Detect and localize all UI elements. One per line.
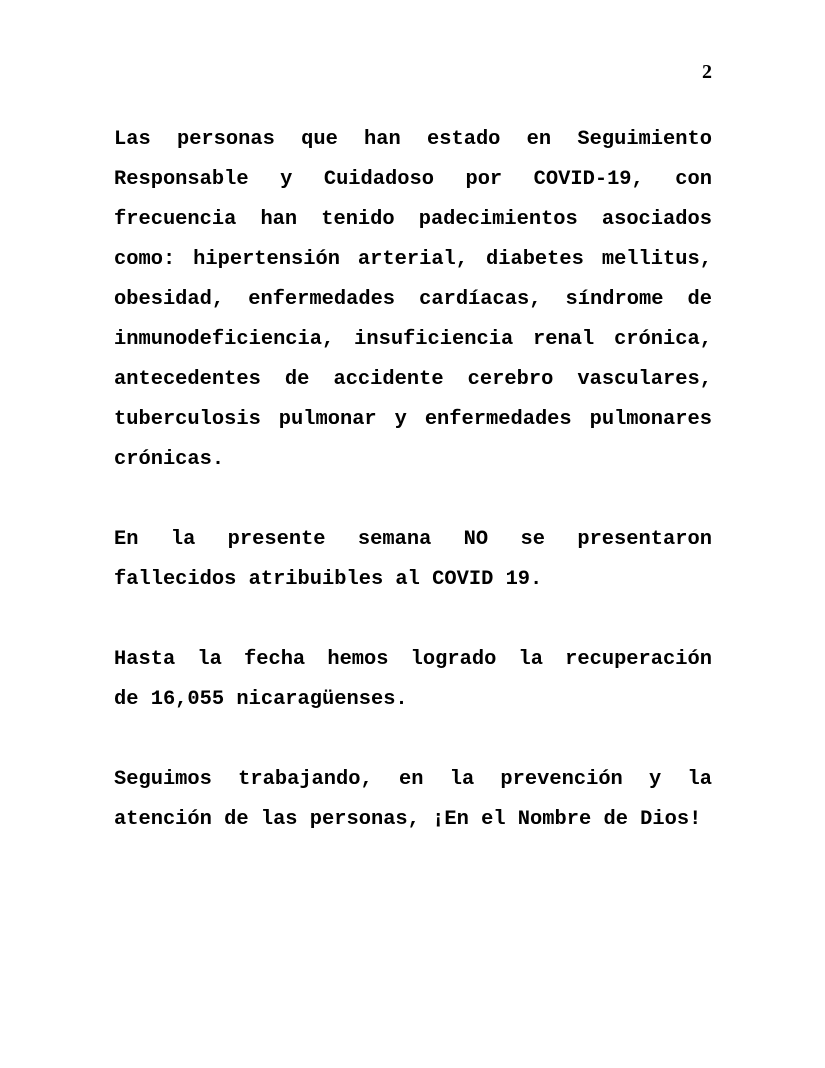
word: tuberculosis [114,408,261,431]
word: fecha [243,648,306,671]
paragraph-antecedentes [114,120,712,480]
word: la [197,648,222,671]
word: de [284,368,310,391]
word: COVID-19, [533,168,644,191]
word: pulmonares [589,408,712,431]
word: la [687,768,712,791]
word: prevención [500,768,623,791]
paragraph-fallecidos [114,520,712,600]
paragraph-line: crónicas. [114,448,225,471]
word: presente [227,528,326,551]
paragraph-line [114,520,712,560]
word: la [170,528,196,551]
word: crónica, [614,328,712,351]
word: arterial, [357,248,469,271]
word: tenido [321,208,395,231]
word: accidente [333,368,444,391]
word: Las [114,128,151,151]
paragraph-cierre [114,760,712,840]
word: inmunodeficiencia, [114,328,335,351]
paragraph-line [114,160,712,200]
word: logrado [410,648,497,671]
word: padecimientos [418,208,578,231]
word: enfermedades [424,408,572,431]
word: han [364,128,401,151]
paragraph-line [114,200,712,240]
word: obesidad, [114,288,225,311]
paragraph-line [114,640,712,680]
paragraph-line [114,400,712,440]
word: por [465,168,503,191]
word: mellitus, [601,248,712,271]
document-body [114,120,712,840]
word: la [518,648,543,671]
word: se [520,528,545,551]
word: Hasta [114,648,176,671]
word: estado [427,128,501,151]
paragraph-line: atención de las personas, ¡En el Nombre de Dios! [114,808,702,831]
word: con [675,168,712,191]
paragraph-recuperados [114,640,712,720]
word: hemos [327,648,389,671]
word: insuficiencia [354,328,514,351]
word: diabetes [485,248,584,271]
word: antecedentes [114,368,261,391]
word: y [649,768,662,791]
word: han [260,208,298,231]
paragraph-line [114,760,712,800]
word: pulmonar [278,408,377,431]
word: asociados [601,208,712,231]
word: recuperación [565,648,712,671]
word: semana [357,528,432,551]
paragraph-line: fallecidos atribuibles al COVID 19. [114,568,543,591]
paragraph-line [114,240,712,280]
paragraph-line [114,360,712,400]
page-number: 2 [702,61,712,83]
word: en [398,768,424,791]
word: hipertensión [193,248,340,271]
word: NO [463,528,489,551]
word: la [449,768,475,791]
paragraph-line [114,280,712,320]
paragraph-line [114,120,712,160]
word: y [394,408,407,431]
word: personas [176,128,275,151]
word: y [280,168,293,191]
paragraph-line: de 16,055 nicaragüenses. [114,688,408,711]
word: renal [533,328,595,351]
word: En [114,528,139,551]
word: Cuidadoso [323,168,434,191]
word: trabajando, [238,768,373,791]
word: que [301,128,338,151]
word: enfermedades [248,288,396,311]
word: síndrome [565,288,664,311]
word: Seguimiento [577,128,712,151]
word: cerebro [467,368,554,391]
word: como: [114,248,176,271]
word: en [526,128,552,151]
paragraph-line [114,320,712,360]
word: vasculares, [577,368,712,391]
word: cardíacas, [419,288,542,311]
word: Seguimos [114,768,212,791]
word: frecuencia [114,208,237,231]
word: presentaron [577,528,712,551]
word: de [687,288,712,311]
word: Responsable [114,168,249,191]
